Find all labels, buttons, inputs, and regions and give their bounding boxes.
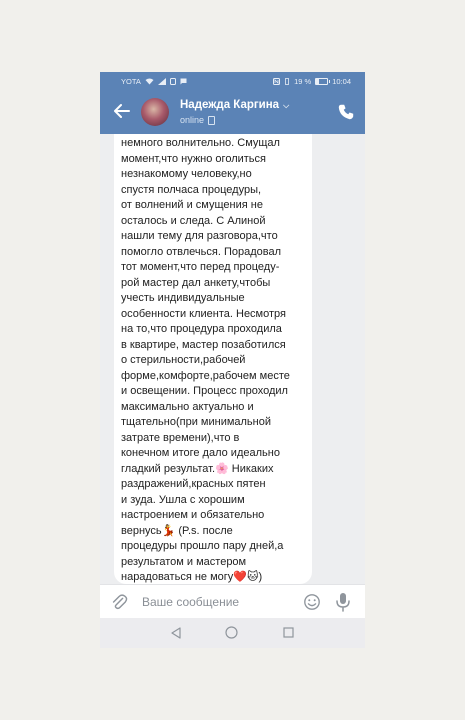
nav-back-icon[interactable] xyxy=(170,627,182,639)
back-arrow-icon[interactable] xyxy=(112,101,132,121)
message-line: конечном итоге дало идеально xyxy=(121,447,280,459)
message-line: тот момент,что перед процеду- xyxy=(121,261,280,273)
signal-icon xyxy=(158,78,166,85)
presence-text: online xyxy=(180,115,205,125)
notification-icon xyxy=(170,78,176,85)
message-line: нашли тему для разговора,что xyxy=(121,230,278,242)
chat-area[interactable] xyxy=(100,134,365,584)
message-line: нарадоваться не могу❤️🐱) xyxy=(121,571,263,583)
message-line: в квартире, мастер позаботился xyxy=(121,338,286,351)
message-line: на то,что процедура проходила xyxy=(121,323,282,335)
contact-name[interactable] xyxy=(180,99,289,111)
message-line: от волнений и смущения не xyxy=(121,199,263,211)
message-line: незнакомому человеку,но xyxy=(121,168,252,180)
presence-status xyxy=(180,115,215,125)
chevron-down-icon: ⌵ xyxy=(283,101,290,110)
phone-call-icon[interactable] xyxy=(337,103,355,121)
paperclip-icon[interactable] xyxy=(110,593,128,611)
message-line: результатом и мастером xyxy=(121,555,247,568)
status-right xyxy=(273,77,351,86)
message-line: процедуры прошло пару дней,а xyxy=(121,540,284,552)
message-composer xyxy=(100,584,365,619)
message-line: особенности клиента. Несмотря xyxy=(121,307,286,320)
contact-name-text: Надежда Каргина xyxy=(180,99,280,111)
nav-recent-apps-icon[interactable] xyxy=(283,627,294,638)
message-input[interactable]: Ваше сообщение xyxy=(142,595,240,609)
message-line: настроением и обязательно xyxy=(121,509,265,521)
message-line: и освещении. Процесс проходил xyxy=(121,385,288,397)
message-line: помогло отвлечься. Порадовал xyxy=(121,245,281,258)
carrier-label: YOTA xyxy=(121,77,141,86)
battery-icon xyxy=(315,78,328,85)
emoji-icon[interactable] xyxy=(303,593,321,611)
message-line: рой мастер дал анкету,чтобы xyxy=(121,276,271,289)
phone-screen xyxy=(100,72,365,648)
message-line: немного волнительно. Смущал xyxy=(121,137,280,149)
message-line: затрате времени),что в xyxy=(121,431,240,444)
status-bar xyxy=(100,72,365,90)
message-line: раздражений,красных пятен xyxy=(121,478,266,490)
wifi-icon xyxy=(145,78,154,85)
nav-home-icon[interactable] xyxy=(225,626,238,639)
chat-header xyxy=(100,90,365,134)
message-line: о стерильности,рабочей xyxy=(121,354,246,366)
message-icon xyxy=(180,78,187,85)
message-line: осталось и следа. С Алиной xyxy=(121,214,266,227)
status-left xyxy=(121,77,187,86)
message-line: гладкий результат.🌸 Никаких xyxy=(121,462,274,475)
message-line: и зуда. Ушла с хорошим xyxy=(121,493,245,506)
message-line: учесть индивидуальные xyxy=(121,292,245,304)
nfc-icon xyxy=(273,78,280,85)
battery-percent: 19 % xyxy=(294,77,312,86)
clock: 10:04 xyxy=(332,77,351,86)
mobile-icon xyxy=(208,116,215,125)
microphone-icon[interactable] xyxy=(334,592,352,612)
message-line: спустя полчаса процедуры, xyxy=(121,183,262,196)
message-line: момент,что нужно оголиться xyxy=(121,152,266,165)
message-text xyxy=(121,136,317,586)
message-line: максимально актуально и xyxy=(121,400,254,413)
message-line: тщательно(при минимальной xyxy=(121,416,272,428)
message-line: вернусь💃 (P.s. после xyxy=(121,524,233,537)
avatar[interactable] xyxy=(141,98,169,126)
message-line: форме,комфорте,рабочем месте xyxy=(121,369,290,382)
system-nav-bar xyxy=(100,618,365,648)
vibrate-icon xyxy=(284,78,290,85)
